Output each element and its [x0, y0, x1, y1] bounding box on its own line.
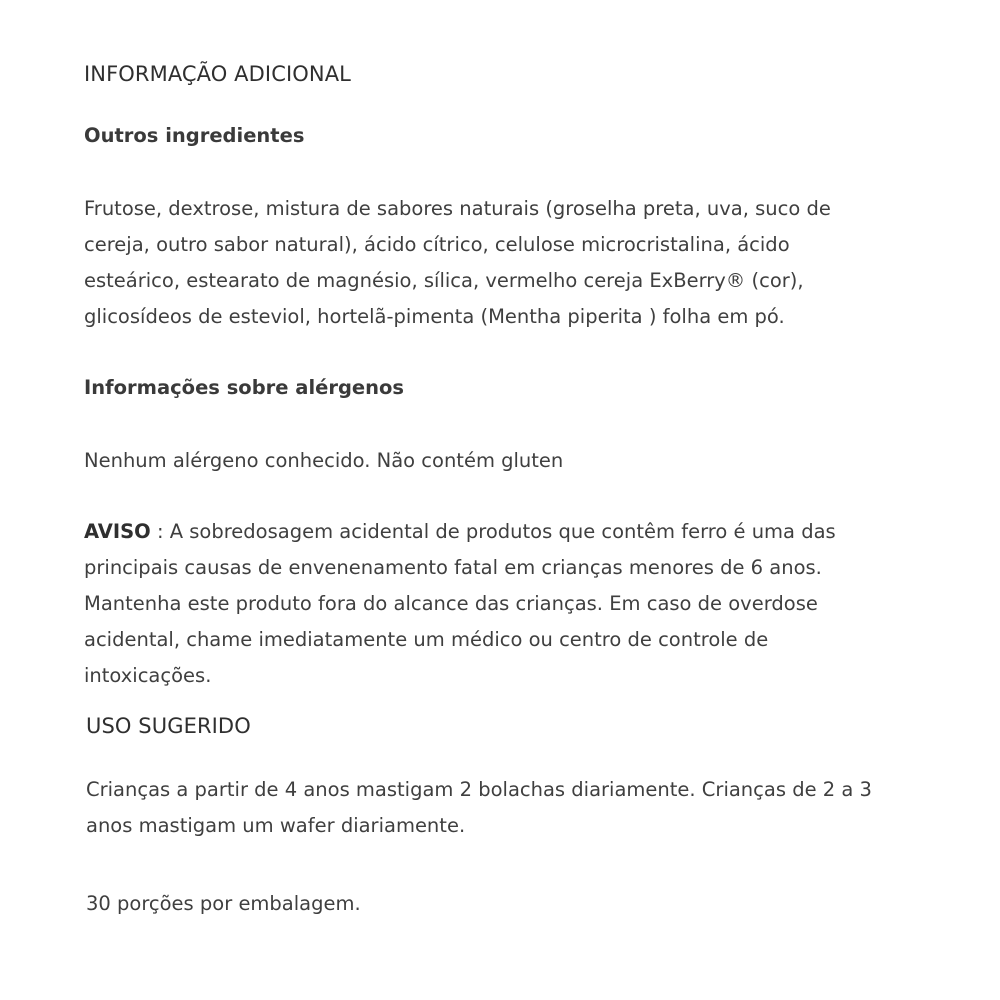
other-ingredients-heading: Outros ingredientes — [84, 124, 305, 147]
additional-info-title: INFORMAÇÃO ADICIONAL — [84, 62, 351, 86]
allergen-info-heading: Informações sobre alérgenos — [84, 376, 405, 399]
warning-text: : A sobredosagem acidental de produtos que contêm ferro é uma das principais causas de envenenamento fatal em crianças menores de 6 anos. Mantenha este produto fora do alcance das crianças. Em caso de overdose acidental, chame imediatamente um médico ou centro de controle de intoxicações. — [84, 520, 836, 687]
ingredients-paragraph: Frutose, dextrose, mistura de sabores naturais (groselha preta, uva, suco de cereja, outro sabor natural), ácido cítrico, celulose microcristalina, ácido esteárico, estearato de magnésio, sílica, vermelho cereja ExBerry® (cor), glicosídeos de esteviol, hortelã-pimenta (Mentha piperita ) folha em pó. — [84, 197, 831, 328]
servings-paragraph: 30 porções por embalagem. — [86, 892, 361, 915]
warning-label: AVISO — [84, 520, 151, 543]
warning-paragraph — [84, 514, 874, 694]
suggested-use-title: USO SUGERIDO — [86, 714, 251, 738]
usage-paragraph: Crianças a partir de 4 anos mastigam 2 bolachas diariamente. Crianças de 2 a 3 anos mastigam um wafer diariamente. — [86, 778, 872, 837]
allergen-paragraph: Nenhum alérgeno conhecido. Não contém gluten — [84, 449, 564, 472]
